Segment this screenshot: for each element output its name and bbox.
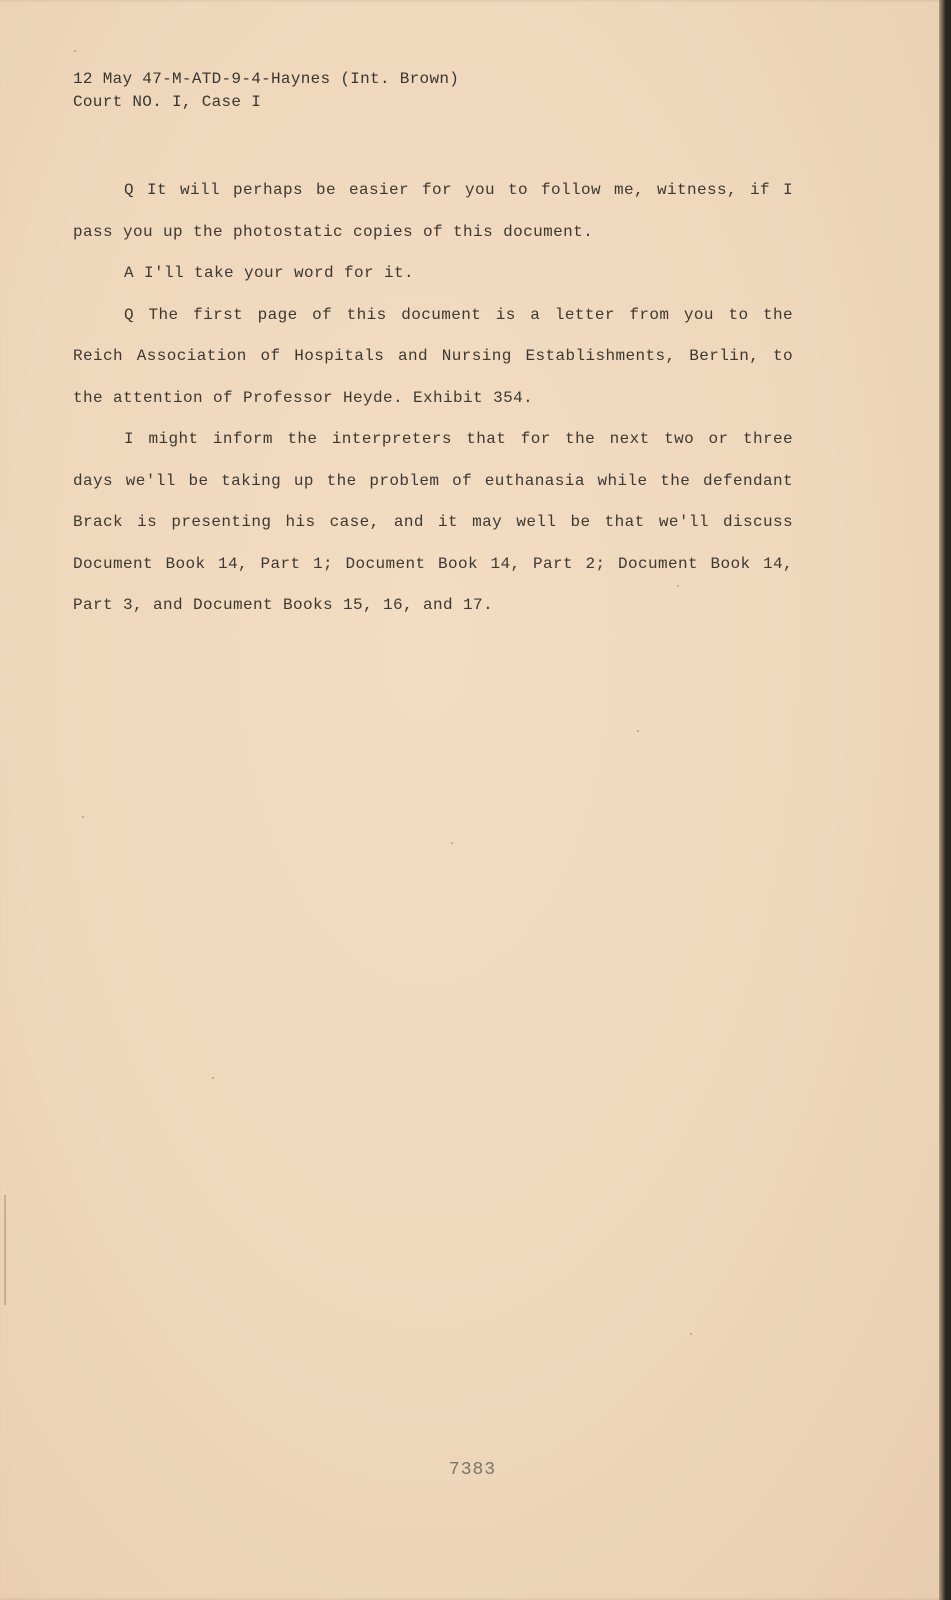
paragraph-question-2: Q The first page of this document is a letter from you to the Reich Association of Hospitals and Nursing Establishments, Berlin, to the attention of Professor Heyde. Exhibit 354. (73, 305, 793, 407)
page-edge-shadow (939, 0, 945, 1600)
transcript-body (73, 170, 793, 627)
paper-speck (637, 730, 639, 732)
paper-speck (74, 50, 76, 52)
paragraph-answer-1: A I'll take your word for it. (124, 264, 415, 282)
header-court-line: Court NO. I, Case I (73, 93, 262, 111)
paper-speck (82, 816, 84, 818)
paper-speck (212, 1077, 214, 1079)
header-session-line: 12 May 47-M-ATD-9-4-Haynes (Int. Brown) (73, 70, 460, 88)
paper-speck (451, 842, 453, 844)
transcript-header (73, 68, 459, 114)
binding-mark (4, 1195, 6, 1305)
page-number: 7383 (448, 1460, 497, 1480)
paragraph-question-1: Q It will perhaps be easier for you to follow me, witness, if I pass you up the photostatic copies of this document. (73, 181, 793, 241)
paper-speck (690, 1333, 692, 1335)
paragraph-statement: I might inform the interpreters that for the next two or three days we'll be taking up the problem of euthanasia while the defendant Brack is presenting his case, and it may well be that we'll discuss Document Book 14, Part 1; Document Book 14, Part 2; Document Book 14, Part 3, and Document Books 15, 16, and 17. (73, 430, 793, 614)
paper-speck (677, 585, 679, 587)
